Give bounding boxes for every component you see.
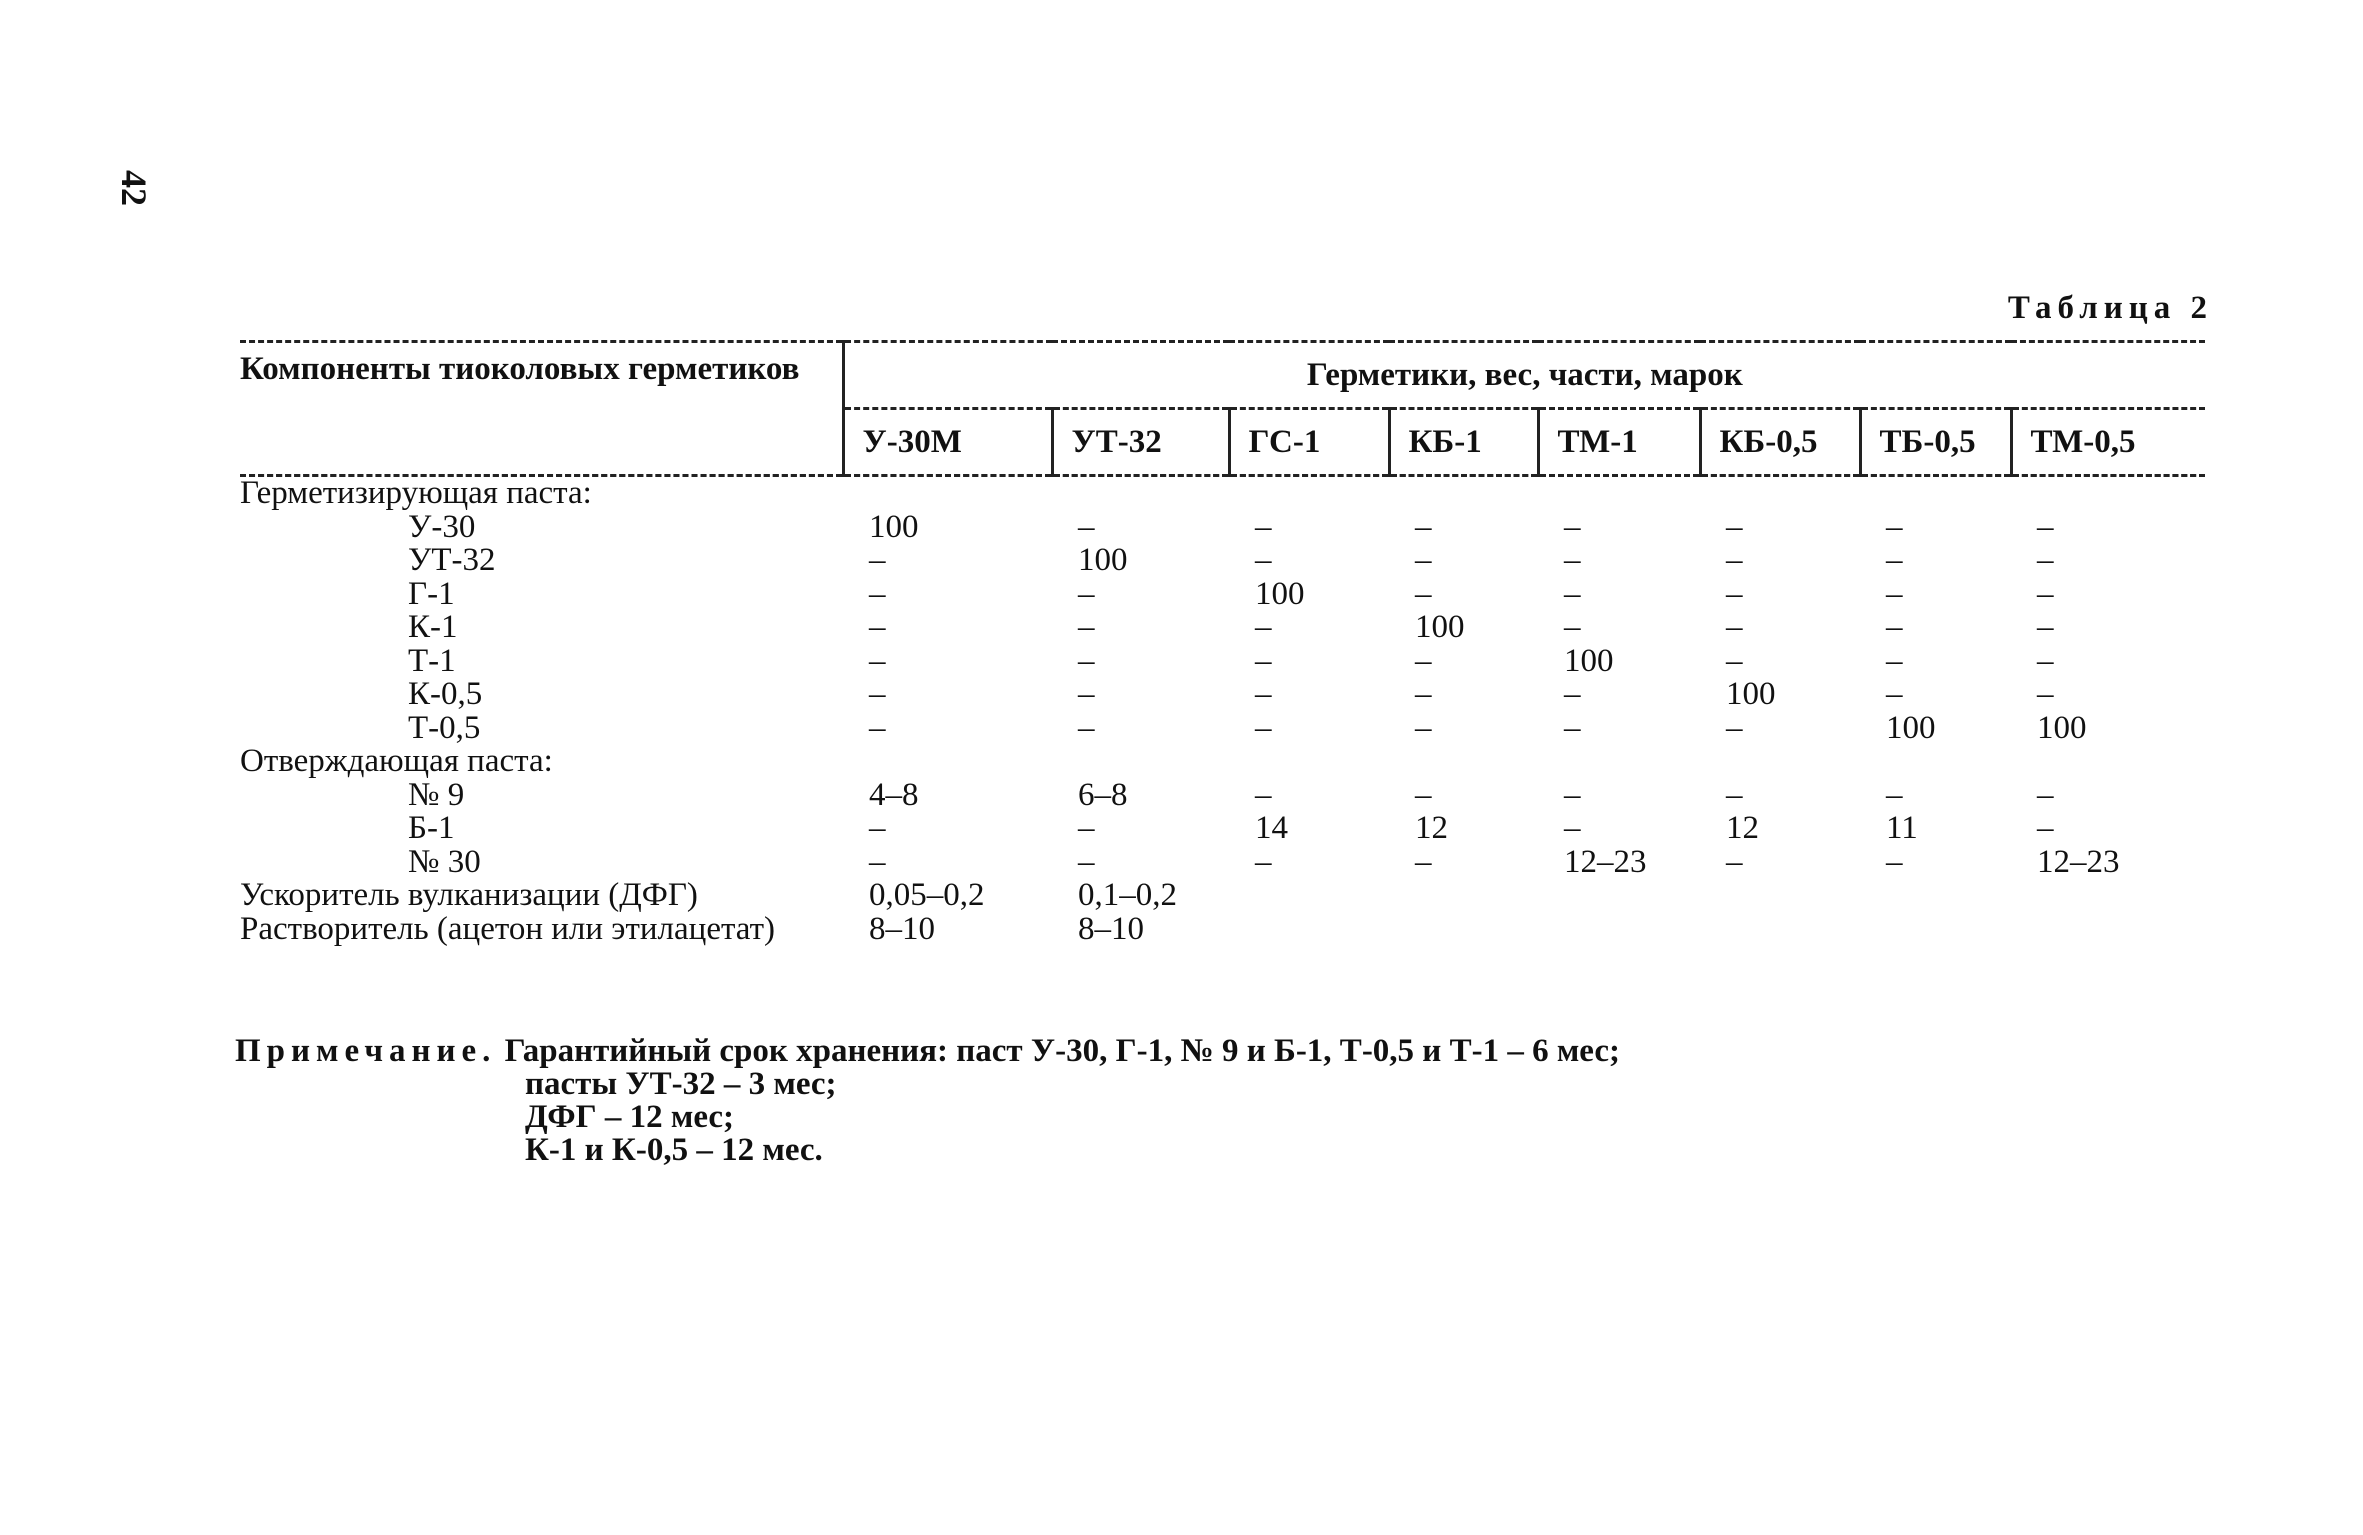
- components-table-wrapper: [240, 340, 2205, 946]
- table-cell: –: [1564, 676, 1581, 712]
- table-cell: [2011, 745, 2205, 779]
- table-cell: 8–10: [869, 910, 935, 947]
- table-cell: 100: [1255, 575, 1305, 612]
- brand-header: ТМ-0,5: [2011, 409, 2205, 476]
- table-cell: –: [1564, 508, 1581, 545]
- table-cell: [1229, 913, 1389, 947]
- table-cell: –: [1726, 575, 1743, 612]
- table-cell: [1538, 476, 1700, 511]
- table-cell: –: [869, 676, 886, 712]
- table-cell: –: [1255, 709, 1272, 746]
- table-cell: [1052, 745, 1229, 779]
- table-cell: –: [869, 843, 886, 880]
- table-cell: –: [1255, 676, 1272, 712]
- table-cell: –: [1564, 776, 1581, 813]
- table-cell: –: [1564, 709, 1581, 746]
- table-cell: –: [1255, 609, 1272, 645]
- table-cell: 12: [1415, 810, 1448, 846]
- table-cell: [1229, 879, 1389, 913]
- table-cell: –: [1886, 508, 1903, 545]
- note-line: пасты УТ-32 – 3 мес;: [525, 1066, 837, 1102]
- table-cell: 12–23: [1564, 843, 1647, 880]
- table-cell: –: [1564, 810, 1581, 846]
- table-cell: –: [1726, 709, 1743, 746]
- table-row: [240, 476, 2205, 511]
- table-cell: [843, 476, 1052, 511]
- table-cell: –: [1415, 676, 1432, 712]
- table-cell: 100: [2037, 709, 2087, 746]
- table-cell: [2011, 879, 2205, 913]
- component-item-label: У-30: [408, 508, 476, 545]
- table-cell: –: [1078, 810, 1095, 846]
- brand-header: УТ-32: [1052, 409, 1229, 476]
- table-cell: –: [1726, 609, 1743, 645]
- table-row: [240, 913, 2205, 947]
- table-row: [240, 678, 2205, 712]
- table-cell: 12–23: [2037, 843, 2120, 880]
- table-cell: [1860, 745, 2011, 779]
- brand-header: У-30М: [843, 409, 1052, 476]
- table-cell: –: [1415, 508, 1432, 545]
- component-section-label: Растворитель (ацетон или этилацетат): [240, 910, 775, 947]
- component-item-label: К-1: [408, 609, 458, 645]
- table-row: [240, 745, 2205, 779]
- table-cell: –: [1078, 609, 1095, 645]
- table-cell: [1389, 476, 1538, 511]
- table-cell: –: [1564, 609, 1581, 645]
- component-item-label: К-0,5: [408, 676, 483, 712]
- table-cell: –: [1726, 542, 1743, 578]
- sealant-group-header: Герметики, вес, части, марок: [843, 342, 2205, 409]
- table-cell: 0,1–0,2: [1078, 877, 1177, 913]
- component-item-label: Б-1: [408, 810, 455, 846]
- table-row: [240, 611, 2205, 645]
- table-cell: –: [1078, 709, 1095, 746]
- table-cell: –: [2037, 676, 2054, 712]
- table-cell: –: [1886, 843, 1903, 880]
- table-row: [240, 846, 2205, 880]
- table-cell: –: [1078, 843, 1095, 880]
- table-cell: 12: [1726, 810, 1759, 846]
- table-cell: 14: [1255, 810, 1288, 846]
- table-cell: 11: [1886, 810, 1918, 846]
- table-cell: 100: [1078, 542, 1128, 578]
- note-line: К-1 и К-0,5 – 12 мес.: [525, 1132, 823, 1168]
- table-cell: 0,05–0,2: [869, 877, 985, 913]
- table-cell: –: [1078, 575, 1095, 612]
- table-cell: [1700, 913, 1860, 947]
- table-row: [240, 879, 2205, 913]
- table-cell: [1389, 745, 1538, 779]
- component-section-label: Ускоритель вулканизации (ДФГ): [240, 877, 698, 913]
- table-cell: [1860, 913, 2011, 947]
- table-cell: –: [1886, 642, 1903, 679]
- table-cell: [1860, 879, 2011, 913]
- table-cell: [1389, 913, 1538, 947]
- table-cell: 100: [1726, 676, 1776, 712]
- table-cell: –: [1564, 575, 1581, 612]
- table-cell: –: [1255, 843, 1272, 880]
- table-cell: –: [1078, 676, 1095, 712]
- table-cell: –: [1886, 776, 1903, 813]
- table-cell: 100: [1886, 709, 1936, 746]
- table-cell: –: [1255, 542, 1272, 578]
- table-cell: [843, 745, 1052, 779]
- table-cell: –: [2037, 609, 2054, 645]
- table-row: [240, 645, 2205, 679]
- table-cell: –: [2037, 776, 2054, 813]
- table-cell: [2011, 913, 2205, 947]
- table-cell: [1538, 913, 1700, 947]
- note-lead: Примечание.: [235, 1033, 497, 1069]
- table-cell: –: [1415, 709, 1432, 746]
- table-cell: [1860, 476, 2011, 511]
- table-cell: [1538, 745, 1700, 779]
- page-number: 42: [114, 170, 154, 206]
- table-body: [240, 476, 2205, 947]
- component-column-header: Компоненты тиоколовых герметиков: [240, 342, 843, 476]
- table-row: [240, 712, 2205, 746]
- table-row: [240, 511, 2205, 545]
- table-cell: 4–8: [869, 776, 919, 813]
- table-cell: –: [1415, 575, 1432, 612]
- table-cell: –: [1886, 609, 1903, 645]
- table-cell: –: [1415, 642, 1432, 679]
- table-cell: –: [869, 642, 886, 679]
- components-table: [240, 340, 2205, 946]
- brand-header: ТБ-0,5: [1860, 409, 2011, 476]
- component-item-label: Т-0,5: [408, 709, 481, 746]
- component-item-label: № 9: [408, 776, 465, 813]
- table-cell: [1538, 879, 1700, 913]
- table-cell: 6–8: [1078, 776, 1128, 813]
- table-cell: –: [1886, 542, 1903, 578]
- table-cell: –: [2037, 508, 2054, 545]
- table-cell: –: [2037, 810, 2054, 846]
- note-line: ДФГ – 12 мес;: [525, 1099, 735, 1135]
- table-cell: –: [2037, 642, 2054, 679]
- table-row: [240, 544, 2205, 578]
- brand-header: КБ-1: [1389, 409, 1538, 476]
- table-cell: –: [869, 575, 886, 612]
- table-cell: 100: [869, 508, 919, 545]
- table-cell: 8–10: [1078, 910, 1144, 947]
- table-cell: [2011, 476, 2205, 511]
- table-cell: –: [2037, 575, 2054, 612]
- table-cell: –: [1255, 642, 1272, 679]
- table-cell: –: [1255, 508, 1272, 545]
- component-item-label: № 30: [408, 843, 481, 880]
- component-section-label: Отверждающая паста:: [240, 743, 553, 779]
- table-cell: [1229, 476, 1389, 511]
- table-cell: –: [1415, 776, 1432, 813]
- table-cell: 100: [1415, 609, 1465, 645]
- table-cell: –: [869, 542, 886, 578]
- table-caption: Таблица 2: [2007, 290, 2213, 326]
- table-cell: –: [869, 709, 886, 746]
- table-cell: [1389, 879, 1538, 913]
- table-cell: [1700, 476, 1860, 511]
- table-cell: –: [1255, 776, 1272, 813]
- table-cell: –: [1726, 843, 1743, 880]
- table-cell: [1700, 879, 1860, 913]
- table-cell: 100: [1564, 642, 1614, 679]
- table-cell: –: [1078, 508, 1095, 545]
- table-cell: –: [1415, 542, 1432, 578]
- table-cell: [1700, 745, 1860, 779]
- table-note: [235, 1035, 1620, 1167]
- table-cell: –: [1726, 776, 1743, 813]
- table-cell: –: [1415, 843, 1432, 880]
- table-cell: [1052, 476, 1229, 511]
- component-item-label: Г-1: [408, 575, 455, 612]
- table-cell: –: [869, 609, 886, 645]
- note-line: Гарантийный срок хранения: паст У-30, Г-1, № 9 и Б-1, Т-0,5 и Т-1 – 6 мес;: [504, 1033, 1620, 1069]
- table-cell: –: [2037, 542, 2054, 578]
- table-row: [240, 812, 2205, 846]
- component-section-label: Герметизирующая паста:: [240, 475, 592, 511]
- brand-header: ТМ-1: [1538, 409, 1700, 476]
- table-cell: –: [1886, 575, 1903, 612]
- table-cell: –: [1726, 642, 1743, 679]
- table-row: [240, 578, 2205, 612]
- brand-header: ГС-1: [1229, 409, 1389, 476]
- table-row: [240, 779, 2205, 813]
- table-cell: –: [1564, 542, 1581, 578]
- table-cell: [1229, 745, 1389, 779]
- table-cell: –: [869, 810, 886, 846]
- component-item-label: УТ-32: [408, 542, 496, 578]
- table-cell: –: [1886, 676, 1903, 712]
- table-cell: –: [1726, 508, 1743, 545]
- table-cell: –: [1078, 642, 1095, 679]
- brand-header: КБ-0,5: [1700, 409, 1860, 476]
- component-item-label: Т-1: [408, 642, 456, 679]
